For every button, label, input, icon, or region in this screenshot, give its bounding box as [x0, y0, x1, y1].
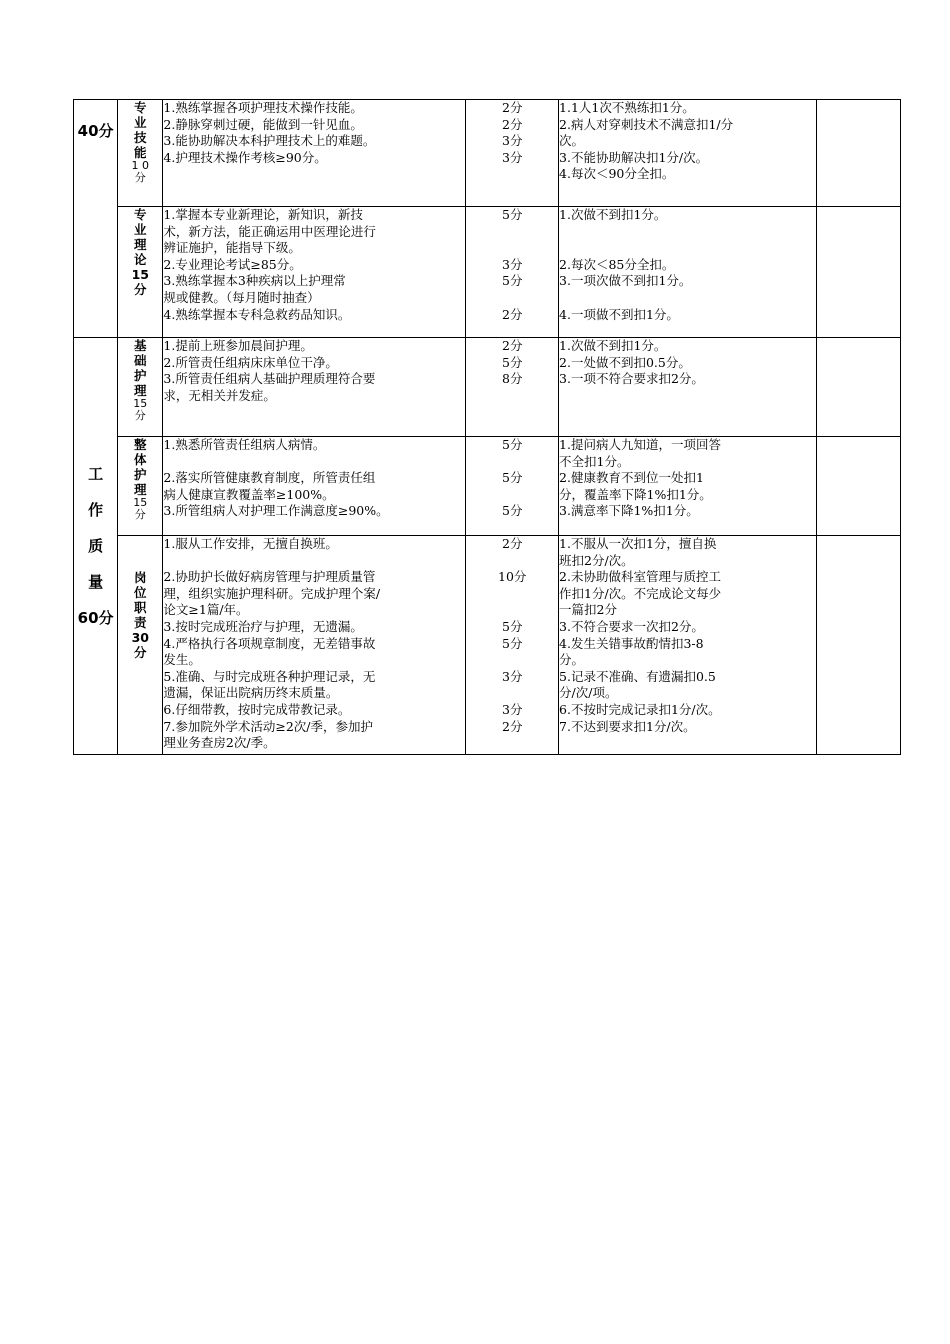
subcategory-char: 30 [131, 630, 149, 645]
table-row [74, 338, 901, 437]
deduction-line: 2.一处做不到扣0.5分。 [559, 354, 691, 370]
deduction-line: 2.未协助做科室管理与质控工 [559, 569, 721, 585]
deduction-line: 4.每次＜90分全扣。 [559, 166, 675, 182]
score-value: 2分 [502, 100, 523, 115]
score-cell [466, 100, 559, 207]
deduction-line: 3.一项次做不到扣1分。 [559, 273, 692, 289]
deduction-line: 2.病人对穿刺技术不满意扣1/分 [559, 116, 734, 132]
score-value: 3分 [502, 701, 523, 717]
deduction-cell [559, 536, 817, 755]
score-value: 2分 [502, 116, 523, 132]
deduction-line: 5.记录不准确、有遗漏扣0.5 [559, 668, 716, 684]
subcategory-char: 能 [134, 145, 147, 160]
deduction-cell [559, 338, 817, 437]
subcategory-char: 护 [134, 368, 147, 383]
blank-cell [816, 338, 900, 437]
subcategory-char: 专 [134, 207, 147, 222]
deduction-line [559, 290, 816, 307]
criteria-line: 1.熟悉所管责任组病人病情。 [163, 437, 326, 452]
category-score: 40分 [77, 122, 114, 140]
criteria-line: 1.提前上班参加晨间护理。 [163, 338, 313, 353]
criteria-line: 2.专业理论考试≥85分。 [163, 256, 302, 272]
category-char: 工 [88, 465, 104, 483]
score-value: 5分 [502, 503, 523, 519]
criteria-line: 6.仔细带教，按时完成带教记录。 [163, 701, 351, 717]
score-value: 2分 [502, 718, 523, 734]
subcategory-char: 理 [134, 482, 147, 497]
criteria-line: 2.静脉穿刺过硬，能做到一针见血。 [163, 116, 363, 132]
subcategory-char: 论 [134, 252, 147, 267]
subcategory-char: 分 [134, 282, 147, 297]
subcategory-char: 专 [134, 100, 147, 115]
subcategory-score: 1 0 [131, 159, 150, 172]
deduction-line: 7.不达到要求扣1分/次。 [559, 718, 696, 734]
evaluation-table [73, 99, 901, 755]
criteria-cell [163, 207, 466, 338]
deduction-line: 一篇扣2分 [559, 602, 617, 618]
score-value [466, 487, 558, 504]
score-value: 2分 [502, 338, 523, 353]
criteria-cell [163, 100, 466, 207]
subcategory-score: 分 [134, 171, 146, 184]
blank-cell [816, 207, 900, 338]
score-value: 10分 [498, 569, 527, 585]
category-char: 作 [88, 501, 104, 519]
criteria-line: 遗漏，保证出院病历终末质量。 [163, 685, 339, 701]
deduction-line: 1.1人1次不熟练扣1分。 [559, 100, 695, 115]
deduction-line: 3.不符合要求一次扣2分。 [559, 618, 704, 634]
category-cell-work-quality [74, 338, 118, 755]
deduction-line: 3.一项不符合要求扣2分。 [559, 371, 704, 387]
table-row [74, 437, 901, 536]
score-cell [466, 207, 559, 338]
deduction-cell [559, 437, 817, 536]
criteria-line: 3.所管组病人对护理工作满意度≥90%。 [163, 503, 389, 519]
deduction-line: 次。 [559, 133, 585, 149]
score-value: 5分 [502, 470, 523, 486]
blank-cell [816, 536, 900, 755]
criteria-line: 理业务查房2次/季。 [163, 735, 276, 751]
score-value: 5分 [502, 618, 523, 634]
subcategory-char: 理 [134, 237, 147, 252]
score-value: 3分 [502, 149, 523, 165]
criteria-line: 1.服从工作安排，无擅自换班。 [163, 536, 338, 551]
deduction-line [559, 240, 816, 257]
score-value: 3分 [502, 256, 523, 272]
criteria-line [163, 553, 465, 570]
subcategory-cell [118, 338, 163, 437]
subcategory-char: 岗 [134, 570, 147, 585]
score-value: 8分 [502, 371, 523, 387]
score-value: 2分 [502, 306, 523, 322]
score-value [466, 290, 558, 307]
deduction-line: 作扣1分/次。不完成论文每少 [559, 585, 722, 601]
subcategory-cell [118, 100, 163, 207]
score-value [466, 454, 558, 471]
blank-cell [816, 100, 900, 207]
category-score: 60分 [77, 609, 114, 627]
criteria-line: 病人健康宣教覆盖率≥100%。 [163, 486, 335, 502]
subcategory-char: 业 [134, 222, 147, 237]
score-cell [466, 338, 559, 437]
table-row [74, 100, 901, 207]
score-value [466, 652, 558, 669]
criteria-line: 5.准确、与时完成班各种护理记录，无 [163, 668, 376, 684]
subcategory-char: 整 [134, 437, 147, 452]
subcategory-cell [118, 536, 163, 755]
blank-cell [816, 437, 900, 536]
subcategory-score: 15 [133, 397, 148, 410]
subcategory-cell [118, 437, 163, 536]
deduction-line: 班扣2分/次。 [559, 552, 634, 568]
subcategory-char: 位 [134, 585, 147, 600]
criteria-line: 2.所管责任组病床床单位干净。 [163, 354, 338, 370]
criteria-line: 发生。 [163, 652, 201, 668]
score-value: 3分 [502, 133, 523, 149]
deduction-line: 2.每次＜85分全扣。 [559, 256, 675, 272]
score-value: 5分 [502, 273, 523, 289]
subcategory-char: 职 [134, 600, 147, 615]
score-cell [466, 536, 559, 755]
criteria-line: 辨证施护，能指导下级。 [163, 240, 301, 256]
criteria-line: 论文≥1篇/年。 [163, 602, 249, 618]
criteria-line: 2.落实所管健康教育制度，所管责任组 [163, 470, 376, 486]
criteria-line: 4.严格执行各项规章制度，无差错事故 [163, 635, 376, 651]
criteria-line [163, 454, 465, 471]
deduction-cell [559, 207, 817, 338]
deduction-line: 分。 [559, 652, 585, 668]
subcategory-char: 分 [134, 645, 147, 660]
subcategory-char: 体 [134, 452, 147, 467]
subcategory-char: 理 [134, 383, 147, 398]
score-value [466, 685, 558, 702]
deduction-line: 1.不服从一次扣1分，擅自换 [559, 536, 717, 551]
criteria-line: 4.护理技术操作考核≥90分。 [163, 149, 327, 165]
score-value: 5分 [502, 207, 523, 222]
deduction-line: 4.发生关错事故酌情扣3-8 [559, 635, 704, 651]
subcategory-char: 础 [134, 353, 147, 368]
score-value: 3分 [502, 668, 523, 684]
criteria-line: 4.熟练掌握本专科急救药品知识。 [163, 306, 351, 322]
criteria-line: 3.按时完成班治疗与护理，无遗漏。 [163, 618, 363, 634]
subcategory-char: 技 [134, 130, 147, 145]
criteria-line: 2.协助护长做好病房管理与护理质量管 [163, 569, 376, 585]
category-char: 量 [88, 573, 104, 591]
deduction-cell [559, 100, 817, 207]
criteria-line: 3.能协助解决本科护理技术上的难题。 [163, 133, 376, 149]
evaluation-table-body [74, 100, 901, 755]
deduction-line: 2.健康教育不到位一处扣1 [559, 470, 704, 486]
criteria-line: 理，组织实施护理科研。完成护理个案/ [163, 585, 381, 601]
score-value: 2分 [502, 536, 523, 551]
deduction-line: 3.不能协助解决扣1分/次。 [559, 149, 709, 165]
deduction-line [559, 224, 816, 241]
score-value [466, 602, 558, 619]
score-value: 5分 [502, 437, 523, 452]
criteria-line: 术，新方法，能正确运用中医理论进行 [163, 223, 376, 239]
subcategory-char: 护 [134, 467, 147, 482]
score-value [466, 240, 558, 257]
category-cell-ability [74, 100, 118, 338]
table-row [74, 536, 901, 755]
criteria-line: 规或健教。（每月随时抽查） [163, 289, 320, 305]
score-value [466, 224, 558, 241]
subcategory-char: 责 [134, 615, 147, 630]
table-row [74, 207, 901, 338]
deduction-line: 4.一项做不到扣1分。 [559, 306, 679, 322]
subcategory-char: 业 [134, 115, 147, 130]
subcategory-char: 15 [131, 267, 149, 282]
criteria-line: 1.熟练掌握各项护理技术操作技能。 [163, 100, 363, 115]
deduction-line: 不全扣1分。 [559, 453, 630, 469]
score-value [466, 586, 558, 603]
score-value: 5分 [502, 354, 523, 370]
deduction-line: 分/次/项。 [559, 685, 618, 701]
subcategory-char: 基 [134, 338, 147, 353]
criteria-line: 1.掌握本专业新理论，新知识，新技 [163, 207, 363, 222]
deduction-line: 1.提问病人九知道，一项回答 [559, 437, 721, 452]
subcategory-score: 分 [134, 508, 146, 521]
deduction-line: 分，覆盖率下降1%扣1分。 [559, 486, 712, 502]
deduction-line: 1.次做不到扣1分。 [559, 338, 667, 353]
subcategory-score: 分 [134, 409, 146, 422]
criteria-cell [163, 536, 466, 755]
criteria-line: 3.所管责任组病人基础护理质理符合要 [163, 371, 376, 387]
score-value [466, 553, 558, 570]
criteria-line: 3.熟练掌握本3种疾病以上护理常 [163, 273, 346, 289]
score-value: 5分 [502, 635, 523, 651]
deduction-line: 3.满意率下降1%扣1分。 [559, 503, 699, 519]
criteria-line: 7.参加院外学术活动≥2次/季，参加护 [163, 718, 373, 734]
deduction-line: 6.不按时完成记录扣1分/次。 [559, 701, 721, 717]
criteria-cell [163, 338, 466, 437]
category-char: 质 [88, 537, 104, 555]
criteria-cell [163, 437, 466, 536]
subcategory-score: 15 [133, 496, 148, 509]
criteria-line: 求，无相关并发症。 [163, 387, 276, 403]
score-cell [466, 437, 559, 536]
deduction-line: 1.次做不到扣1分。 [559, 207, 667, 222]
subcategory-cell [118, 207, 163, 338]
